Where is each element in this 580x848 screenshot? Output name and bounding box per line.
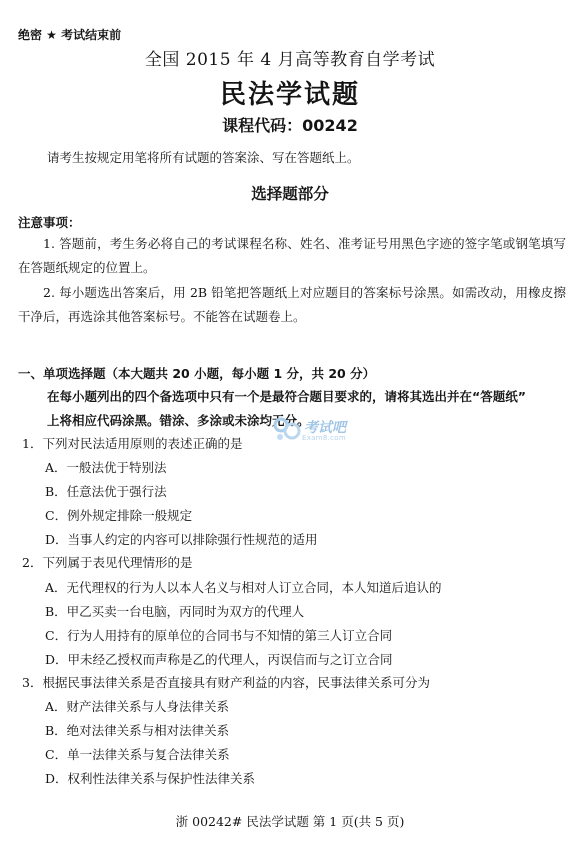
question-stem: 3．根据民事法律关系是否直接具有财产利益的内容，民事法律关系可分为 [22, 675, 430, 690]
page-footer: 浙 00242# 民法学试题 第 1 页(共 5 页) [175, 814, 405, 829]
answer-instruction: 请考生按规定用笔将所有试题的答案涂、写在答题纸上。 [47, 150, 360, 165]
question-option: C．行为人用持有的原单位的合同书与不知情的第三人订立合同 [45, 628, 393, 643]
question-option: A．一般法优于特别法 [45, 460, 167, 475]
watermark-logo-icon [272, 415, 302, 443]
note-item: 2. 每小题选出答案后，用 2B 铅笔把答题纸上对应题目的答案标号涂黑。如需改动，用橡皮擦干净后，再选涂其他答案标号。不能答在试题卷上。 [18, 285, 566, 324]
watermark-subtext: Exam8.com [302, 434, 347, 442]
question-option: B．甲乙买卖一台电脑，丙同时为双方的代理人 [45, 604, 305, 619]
exam-title: 全国 2015 年 4 月高等教育自学考试 [144, 50, 436, 70]
subject-title: 民法学试题 [219, 80, 360, 110]
question-option: C．单一法律关系与复合法律关系 [45, 747, 230, 762]
section-instruction: 在每小题列出的四个备选项中只有一个是最符合题目要求的，请将其选出并在“答题纸” [47, 389, 526, 404]
section-heading: 一、单项选择题（本大题共 20 小题，每小题 1 分，共 20 分） [18, 366, 376, 381]
question-option: B．任意法优于强行法 [45, 484, 167, 499]
question-option: D．当事人约定的内容可以排除强行性规范的适用 [45, 532, 318, 547]
notes-heading: 注意事项： [18, 215, 81, 230]
part-title: 选择题部分 [251, 185, 329, 203]
question-stem: 2．下列属于表见代理情形的是 [22, 555, 193, 570]
question-option: B．绝对法律关系与相对法律关系 [45, 723, 230, 738]
question-option: D．权利性法律关系与保护性法律关系 [45, 771, 256, 786]
question-stem: 1．下列对民法适用原则的表述正确的是 [22, 436, 243, 451]
note-item: 1. 答题前，考生务必将自己的考试课程名称、姓名、准考证号用黑色字迹的签字笔或钢笔填写在答题纸规定的位置上。 [18, 236, 566, 275]
confidential-label: 绝密 ★ 考试结束前 [18, 28, 122, 42]
watermark [272, 413, 368, 447]
question-option: A．无代理权的行为人以本人名义与相对人订立合同，本人知道后追认的 [45, 580, 442, 595]
course-code: 课程代码：00242 [222, 116, 358, 135]
section-instruction: 上将相应代码涂黑。错涂、多涂或未涂均无分。 [47, 413, 310, 428]
watermark-text: 考试吧 [304, 420, 346, 436]
question-option: C．例外规定排除一般规定 [45, 508, 193, 523]
question-option: D．甲未经乙授权而声称是乙的代理人，丙误信而与之订立合同 [45, 652, 393, 667]
question-option: A．财产法律关系与人身法律关系 [45, 699, 230, 714]
